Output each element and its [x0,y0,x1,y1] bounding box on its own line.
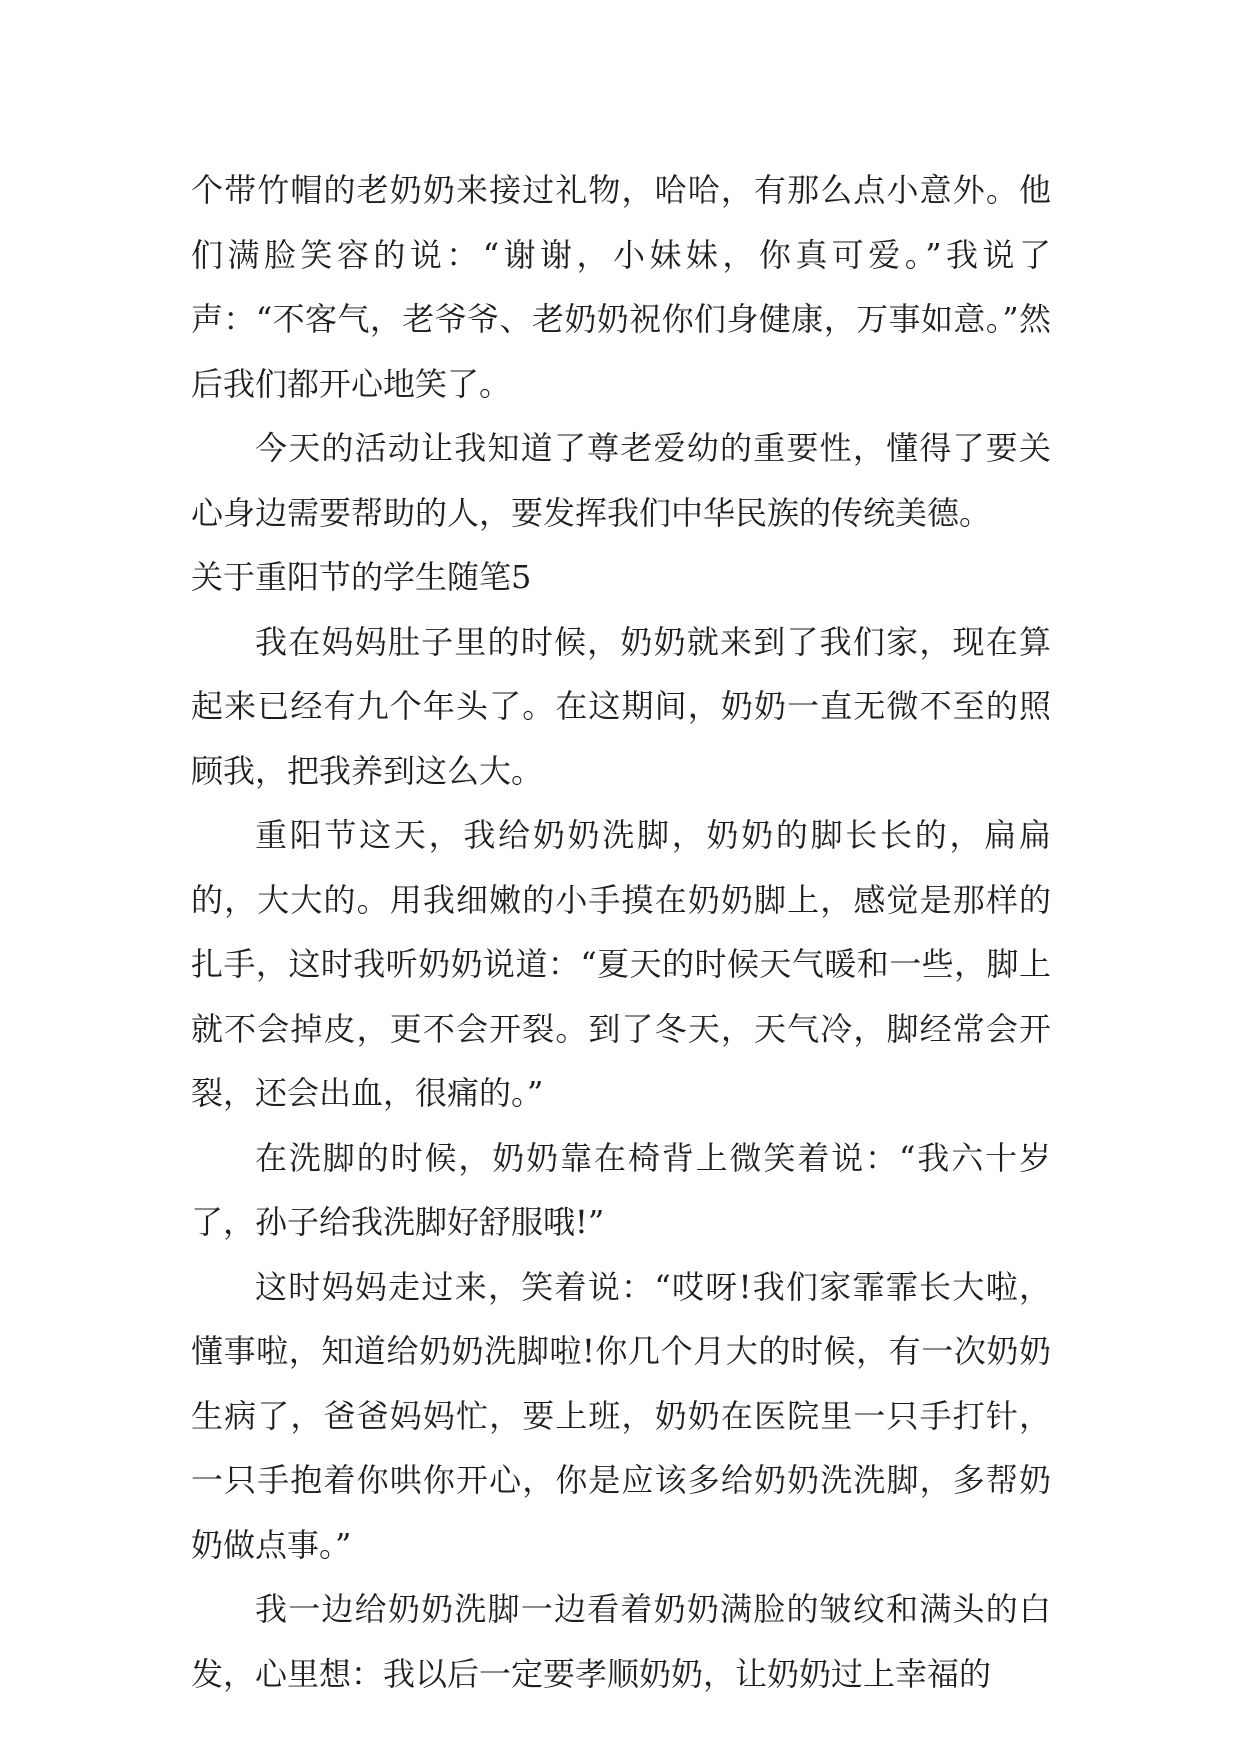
paragraph-washing-feet: 重阳节这天，我给奶奶洗脚，奶奶的脚长长的，扁扁的，大大的。用我细嫩的小手摸在奶奶脚上，感觉是那样的扎手，这时我听奶奶说道：“夏天的时候天气暖和一些，脚上就不会掉皮，更不会开裂。到了冬天，天气冷，脚经常会开裂，还会出血，很痛的。” [191,816,1051,1112]
paragraph-mother-speaks: 这时妈妈走过来，笑着说：“哎呀!我们家霏霏长大啦，懂事啦，知道给奶奶洗脚啦!你几个月大的时候，有一次奶奶生病了，爸爸妈妈忙，要上班，奶奶在医院里一只手打针，一只手抱着你哄你开心，你是应该多给奶奶洗洗脚，多帮奶奶做点事。” [191,1267,1051,1564]
section-title: 关于重阳节的学生随笔5 [191,558,532,596]
paragraph-grandma-smile: 在洗脚的时候，奶奶靠在椅背上微笑着说：“我六十岁了，孙子给我洗脚好舒服哦!” [191,1138,1051,1241]
document-page [191,158,1051,1706]
paragraph-filial-thoughts: 我一边给奶奶洗脚一边看着奶奶满脸的皱纹和满头的白发，心里想：我以后一定要孝顺奶奶，让奶奶过上幸福的 [191,1590,1051,1693]
paragraph-grandma-arrival: 我在妈妈肚子里的时候，奶奶就来到了我们家，现在算起来已经有九个年头了。在这期间，奶奶一直无微不至的照顾我，把我养到这么大。 [191,622,1051,790]
paragraph-respect-elders: 今天的活动让我知道了尊老爱幼的重要性，懂得了要关心身边需要帮助的人，要发挥我们中华民族的传统美德。 [191,429,1051,532]
paragraph-gift-story: 个带竹帽的老奶奶来接过礼物，哈哈，有那么点小意外。他们满脸笑容的说：“谢谢，小妹妹，你真可爱。”我说了声：“不客气，老爷爷、老奶奶祝你们身健康，万事如意。”然后我们都开心地笑了。 [191,171,1051,403]
